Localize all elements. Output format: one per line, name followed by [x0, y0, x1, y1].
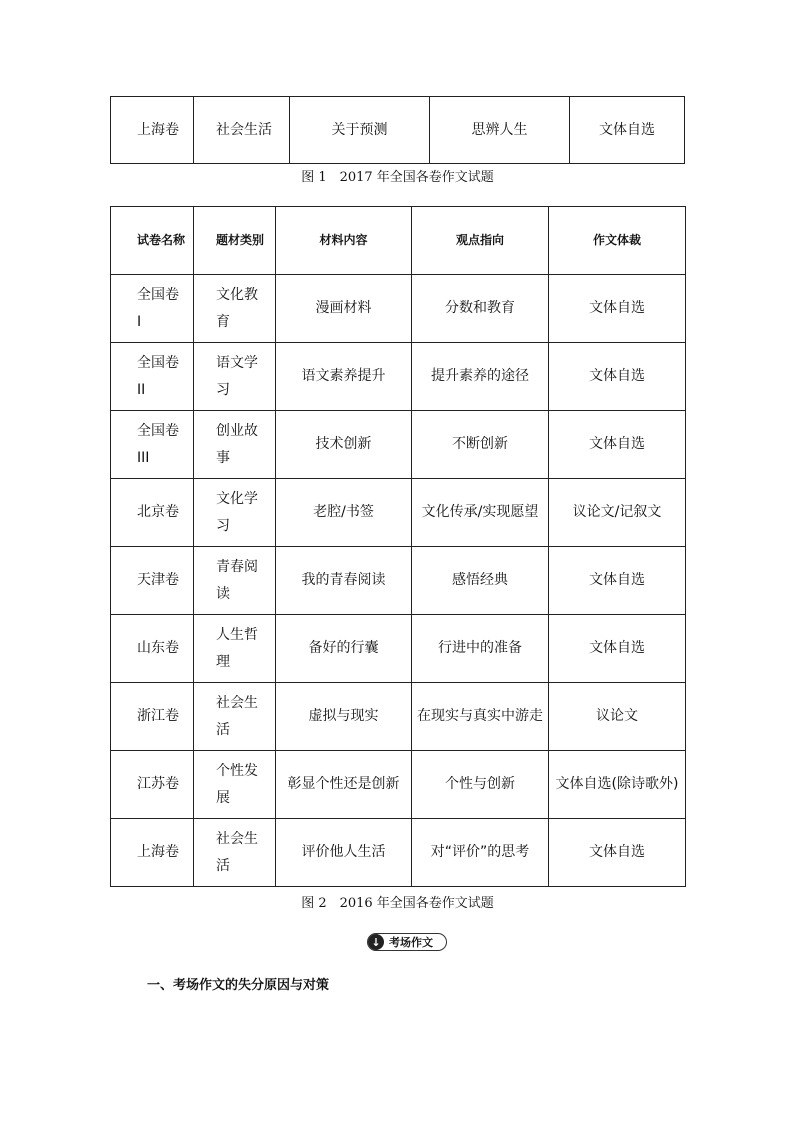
- viewpoint-cell: 分数和教育: [412, 275, 549, 343]
- genre-cell: 议论文/记叙文: [549, 479, 686, 547]
- viewpoint-cell: 文化传承/实现愿望: [412, 479, 549, 547]
- topic-category-cell: 个性发展: [194, 751, 276, 819]
- topic-category-cell: 创业故事: [194, 411, 276, 479]
- viewpoint-cell: 提升素养的途径: [412, 343, 549, 411]
- paper-name-cell: 全国卷 II: [111, 343, 194, 411]
- table-row: [111, 97, 685, 164]
- material-cell: 漫画材料: [276, 275, 412, 343]
- viewpoint-cell: 思辨人生: [430, 97, 570, 164]
- genre-cell: 文体自选: [549, 819, 686, 887]
- table-row: [111, 411, 686, 479]
- header-genre: 作文体裁: [549, 207, 686, 275]
- paper-name-cell: 上海卷: [111, 97, 194, 164]
- viewpoint-cell: 不断创新: [412, 411, 549, 479]
- material-cell: 我的青春阅读: [276, 547, 412, 615]
- essay-table-2016: [110, 206, 686, 887]
- viewpoint-cell: 个性与创新: [412, 751, 549, 819]
- section-badge-label: 考场作文: [389, 936, 433, 949]
- genre-cell: 文体自选: [549, 547, 686, 615]
- topic-category-cell: 语文学习: [194, 343, 276, 411]
- paper-name-cell: 江苏卷: [111, 751, 194, 819]
- genre-cell: 文体自选: [549, 343, 686, 411]
- table-row: [111, 275, 686, 343]
- essay-table-2017: [110, 96, 685, 164]
- table-header-row: [111, 207, 686, 275]
- header-topic-category: 题材类别: [194, 207, 276, 275]
- table-row: [111, 479, 686, 547]
- paper-name-cell: 全国卷 III: [111, 411, 194, 479]
- viewpoint-cell: 感悟经典: [412, 547, 549, 615]
- figure-2-caption: 图 2 2016 年全国各卷作文试题: [301, 896, 494, 911]
- paper-name-cell: 北京卷: [111, 479, 194, 547]
- material-cell: 彰显个性还是创新: [276, 751, 412, 819]
- section-badge: [367, 933, 447, 951]
- header-viewpoint: 观点指向: [412, 207, 549, 275]
- paper-name-cell: 山东卷: [111, 615, 194, 683]
- table-row: [111, 343, 686, 411]
- viewpoint-cell: 在现实与真实中游走: [412, 683, 549, 751]
- material-cell: 备好的行囊: [276, 615, 412, 683]
- header-paper-name: 试卷名称: [111, 207, 194, 275]
- material-cell: 虚拟与现实: [276, 683, 412, 751]
- genre-cell: 文体自选(除诗歌外): [549, 751, 686, 819]
- table-row: [111, 547, 686, 615]
- viewpoint-cell: 对“评价”的思考: [412, 819, 549, 887]
- genre-cell: 议论文: [549, 683, 686, 751]
- table-row: [111, 683, 686, 751]
- topic-category-cell: 社会生活: [194, 683, 276, 751]
- material-cell: 语文素养提升: [276, 343, 412, 411]
- topic-category-cell: 社会生活: [194, 97, 290, 164]
- material-cell: 技术创新: [276, 411, 412, 479]
- header-material: 材料内容: [276, 207, 412, 275]
- paper-name-cell: 天津卷: [111, 547, 194, 615]
- genre-cell: 文体自选: [549, 411, 686, 479]
- topic-category-cell: 社会生活: [194, 819, 276, 887]
- topic-category-cell: 文化学习: [194, 479, 276, 547]
- topic-category-cell: 文化教育: [194, 275, 276, 343]
- viewpoint-cell: 行进中的准备: [412, 615, 549, 683]
- table-row: [111, 819, 686, 887]
- genre-cell: 文体自选: [549, 615, 686, 683]
- table-row: [111, 751, 686, 819]
- material-cell: 老腔/书签: [276, 479, 412, 547]
- paper-name-cell: 浙江卷: [111, 683, 194, 751]
- genre-cell: 文体自选: [570, 97, 685, 164]
- material-cell: 关于预测: [290, 97, 430, 164]
- topic-category-cell: 人生哲理: [194, 615, 276, 683]
- paper-name-cell: 上海卷: [111, 819, 194, 887]
- topic-category-cell: 青春阅读: [194, 547, 276, 615]
- section-heading: 一、考场作文的失分原因与对策: [147, 978, 330, 993]
- table-row: [111, 615, 686, 683]
- material-cell: 评价他人生活: [276, 819, 412, 887]
- genre-cell: 文体自选: [549, 275, 686, 343]
- down-arrow-icon: ↓: [368, 934, 384, 950]
- paper-name-cell: 全国卷 I: [111, 275, 194, 343]
- figure-1-caption: 图 1 2017 年全国各卷作文试题: [301, 170, 494, 185]
